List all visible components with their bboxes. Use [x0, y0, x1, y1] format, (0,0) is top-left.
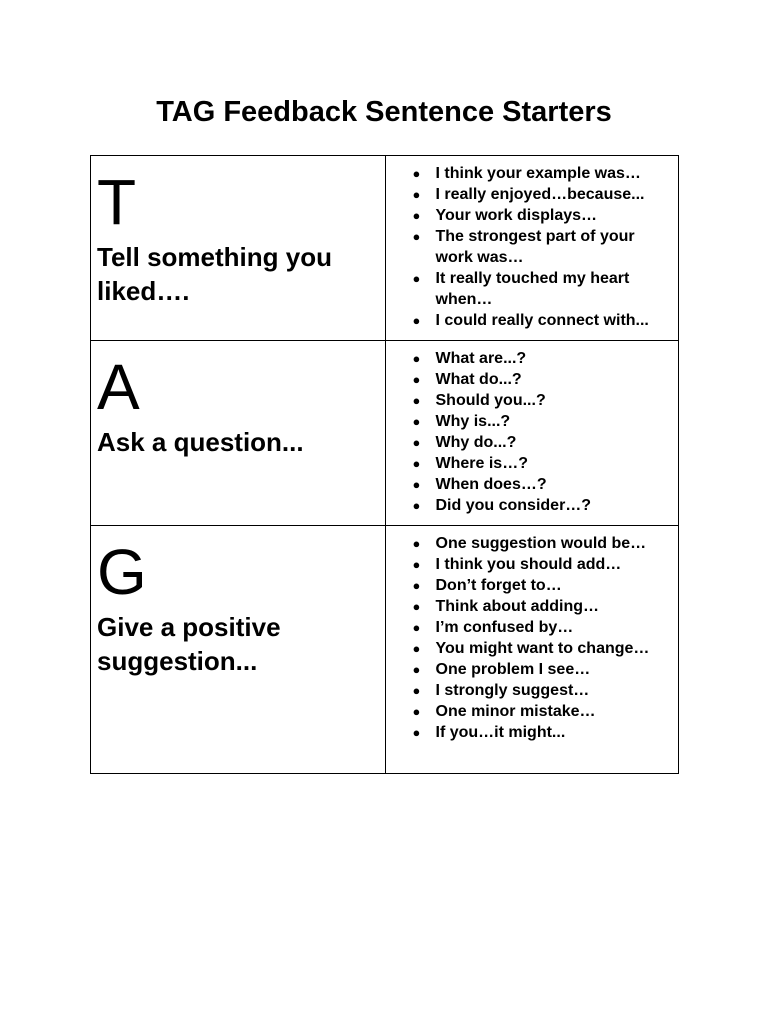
bullet-icon: ● — [412, 187, 421, 202]
list-item — [392, 268, 673, 310]
list-item — [392, 205, 673, 226]
section-row-ask — [91, 341, 679, 526]
list-item — [392, 184, 673, 205]
list-item — [392, 411, 673, 432]
bullet-icon: ● — [412, 372, 421, 387]
list-item — [392, 533, 673, 554]
bullet-icon: ● — [412, 536, 421, 551]
list-item — [392, 163, 673, 184]
section-label-cell — [91, 156, 386, 341]
bullet-icon: ● — [412, 229, 421, 244]
page-title: TAG Feedback Sentence Starters — [156, 96, 612, 128]
starter-text: What do...? — [435, 371, 522, 388]
starters-cell — [385, 526, 679, 774]
starters-list — [392, 533, 673, 743]
list-item — [392, 659, 673, 680]
starter-text: Why is...? — [435, 413, 511, 430]
starters-cell — [385, 341, 679, 526]
starter-text: When does…? — [435, 476, 547, 493]
starter-text: One suggestion would be… — [435, 535, 647, 552]
section-letter: T — [97, 166, 137, 238]
starter-text: The strongest part of your work was… — [435, 228, 635, 266]
bullet-icon: ● — [412, 641, 421, 656]
bullet-icon: ● — [412, 456, 421, 471]
bullet-icon: ● — [412, 166, 421, 181]
bullet-icon: ● — [412, 620, 421, 635]
list-item — [392, 701, 673, 722]
bullet-icon: ● — [412, 578, 421, 593]
bullet-icon: ● — [412, 477, 421, 492]
starter-text: Did you consider…? — [435, 497, 592, 514]
starter-text: I think you should add… — [435, 556, 622, 573]
starter-text: I could really connect with... — [435, 312, 649, 329]
bullet-icon: ● — [412, 704, 421, 719]
starter-text: What are...? — [435, 350, 527, 367]
list-item — [392, 495, 673, 516]
bullet-icon: ● — [412, 271, 421, 286]
section-row-give — [91, 526, 679, 774]
starter-text: I really enjoyed…because... — [435, 186, 645, 203]
list-item — [392, 722, 673, 743]
list-item — [392, 617, 673, 638]
list-item — [392, 369, 673, 390]
section-label-cell — [91, 341, 386, 526]
starter-text: Should you...? — [435, 392, 546, 409]
starter-text: Where is…? — [435, 455, 528, 472]
starter-text: You might want to change… — [435, 640, 650, 657]
starter-text: I strongly suggest… — [435, 682, 590, 699]
list-item — [392, 226, 673, 268]
bullet-icon: ● — [412, 393, 421, 408]
starter-text: It really touched my heart when… — [435, 270, 630, 308]
bullet-icon: ● — [412, 557, 421, 572]
list-item — [392, 390, 673, 411]
list-item — [392, 474, 673, 495]
list-item — [392, 310, 673, 331]
bullet-icon: ● — [412, 662, 421, 677]
list-item — [392, 680, 673, 701]
section-letter: A — [97, 351, 140, 423]
tag-table — [90, 155, 679, 774]
list-item — [392, 638, 673, 659]
starter-text: One minor mistake… — [435, 703, 596, 720]
section-description: Give a positive suggestion... — [97, 612, 281, 676]
starters-cell — [385, 156, 679, 341]
bullet-icon: ● — [412, 683, 421, 698]
bullet-icon: ● — [412, 351, 421, 366]
starter-text: One problem I see… — [435, 661, 591, 678]
list-item — [392, 575, 673, 596]
list-item — [392, 453, 673, 474]
starter-text: I think your example was… — [435, 165, 641, 182]
bullet-icon: ● — [412, 725, 421, 740]
starter-text: I’m confused by… — [435, 619, 574, 636]
starters-list — [392, 348, 673, 516]
bullet-icon: ● — [412, 498, 421, 513]
section-description: Ask a question... — [97, 427, 304, 457]
bullet-icon: ● — [412, 414, 421, 429]
bullet-icon: ● — [412, 599, 421, 614]
starter-text: Your work displays… — [435, 207, 598, 224]
section-row-tell — [91, 156, 679, 341]
bullet-icon: ● — [412, 313, 421, 328]
list-item — [392, 596, 673, 617]
section-letter: G — [97, 536, 147, 608]
list-item — [392, 348, 673, 369]
starter-text: Think about adding… — [435, 598, 600, 615]
list-item — [392, 554, 673, 575]
list-item — [392, 432, 673, 453]
starters-list — [392, 163, 673, 331]
section-description: Tell something you liked…. — [97, 242, 332, 306]
bullet-icon: ● — [412, 435, 421, 450]
starter-text: If you…it might... — [435, 724, 566, 741]
section-label-cell — [91, 526, 386, 774]
bullet-icon: ● — [412, 208, 421, 223]
starter-text: Why do...? — [435, 434, 517, 451]
starter-text: Don’t forget to… — [435, 577, 562, 594]
